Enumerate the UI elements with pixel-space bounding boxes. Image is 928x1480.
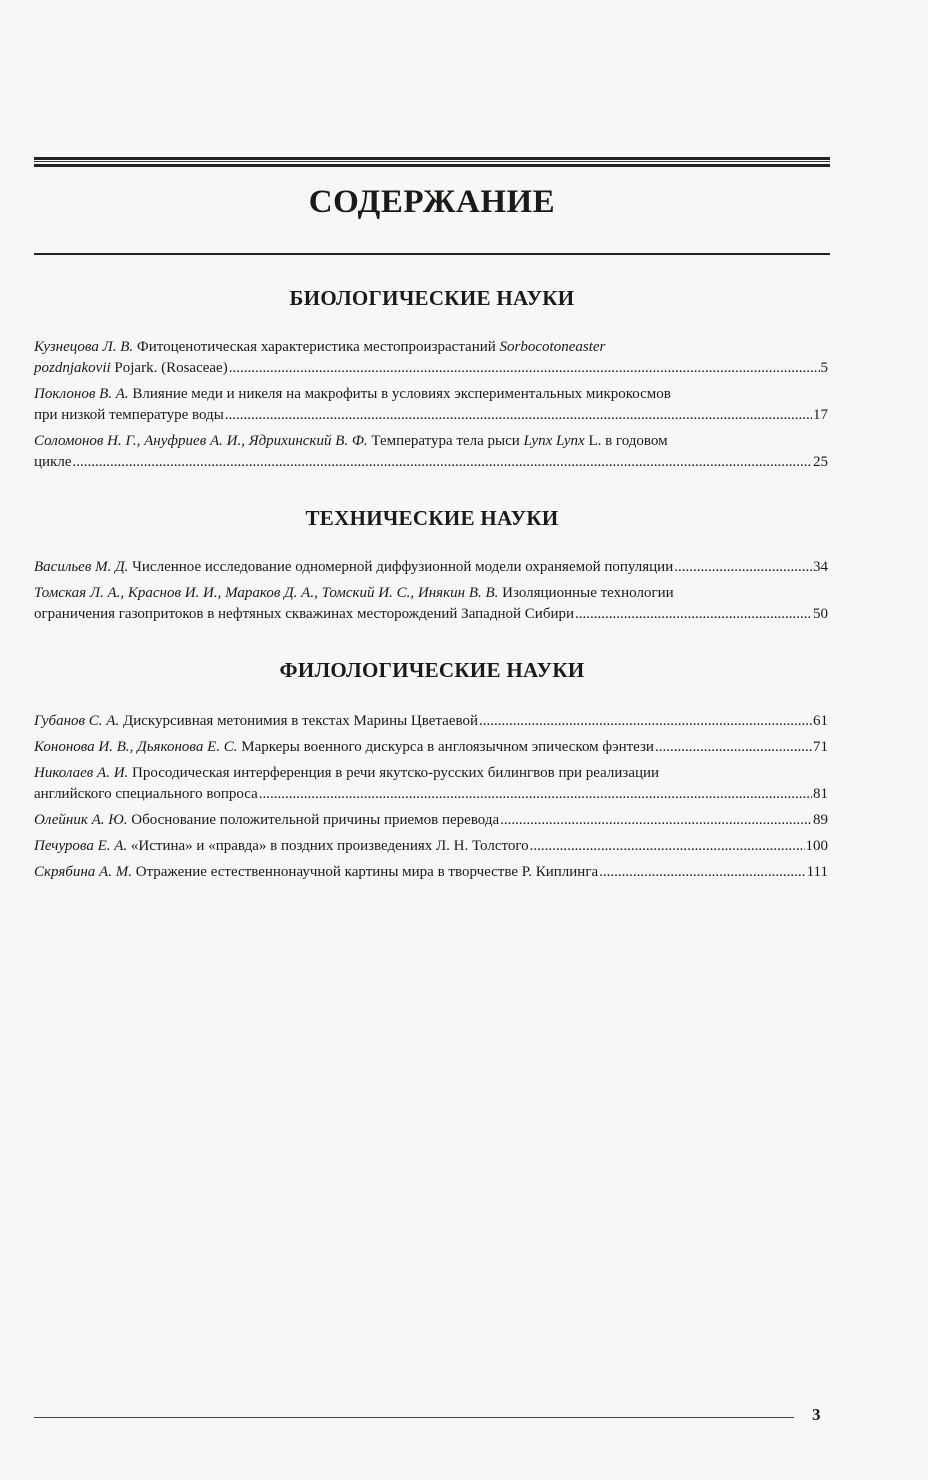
toc-entry[interactable] [34,763,828,805]
entry-title: английского специального вопроса [34,786,258,802]
leader-dots [655,737,812,758]
entry-title-latin: pozdnjakovii [34,360,111,376]
entry-title: Маркеры военного дискурса в англоязычном эпическом фэнтези [241,739,654,755]
entry-title: Обоснование положительной причины приемов перевода [131,812,500,828]
entry-authors: Губанов С. А. [34,713,120,729]
leader-dots [479,711,812,732]
leader-dots [674,557,812,578]
entry-title: Численное исследование одномерной диффузионной модели охраняемой популяции [132,559,674,575]
toc-entry[interactable] [34,711,828,732]
entry-title: «Истина» и «правда» в поздних произведениях Л. Н. Толстого [130,838,529,854]
entry-title: L. в годовом [588,433,668,449]
toc-entry[interactable] [34,836,828,857]
entry-title: Просодическая интерференция в речи якутско-русских билингвов при реализации [132,765,660,781]
toc-entry[interactable] [34,384,828,426]
leader-dots [259,784,812,805]
entry-page-number: 5 [820,360,828,376]
entry-title: Дискурсивная метонимия в текстах Марины Цветаевой [122,713,478,729]
section-heading-biology: БИОЛОГИЧЕСКИЕ НАУКИ [289,286,575,310]
entry-authors: Николаев А. И. [34,765,129,781]
leader-dots [500,810,812,831]
entry-title-latin: Sorbocotoneaster [499,339,606,355]
section-entries-philology [34,711,828,888]
leader-dots [530,836,805,857]
entry-authors: Олейник А. Ю. [34,812,128,828]
entry-page-number: 81 [813,786,828,802]
entry-title: Изоляционные технологии [502,585,674,601]
entry-title: ограничения газопритоков в нефтяных скважинах месторождений Западной Сибири [34,606,574,622]
entry-page-number: 61 [813,713,828,729]
footer-rule [34,1417,794,1418]
leader-dots [599,862,805,883]
entry-page-number: 25 [813,454,828,470]
entry-authors: Томская Л. А., Краснов И. И., Мараков Д. А., Томский И. С., Инякин В. В. [34,585,499,601]
section-entries-biology [34,337,828,478]
entry-authors: Соломонов Н. Г., Ануфриев А. И., Ядрихинский В. Ф. [34,433,368,449]
entry-authors: Васильев М. Д. [34,559,129,575]
entry-page-number: 17 [813,407,828,423]
entry-authors: Кузнецова Л. В. [34,339,134,355]
toc-entry[interactable] [34,583,828,625]
entry-authors: Поклонов В. А. [34,386,129,402]
page-title: СОДЕРЖАНИЕ [308,184,556,220]
entry-authors: Кононова И. В., Дьяконова Е. С. [34,739,238,755]
entry-title: Фитоценотическая характеристика местопроизрастаний [136,339,496,355]
entry-title-latin: Lynx Lynx [523,433,585,449]
section-heading-philology: ФИЛОЛОГИЧЕСКИЕ НАУКИ [279,658,585,682]
entry-page-number: 100 [805,838,828,854]
toc-entry[interactable] [34,337,828,379]
toc-entry[interactable] [34,737,828,758]
entry-page-number: 34 [813,559,828,575]
leader-dots [73,452,813,473]
entry-title: Pojark. (Rosaceae) [114,360,228,376]
entry-authors: Скрябина А. М. [34,864,132,880]
entry-title: Отражение естественнонаучной картины мира в творчестве Р. Киплинга [135,864,599,880]
toc-entry[interactable] [34,810,828,831]
entry-title: цикле [34,454,72,470]
entry-title: Влияние меди и никеля на макрофиты в условиях экспериментальных микрокосмов [132,386,671,402]
section-entries-technical [34,557,828,630]
entry-page-number: 111 [806,864,828,880]
leader-dots [225,405,812,426]
section-heading-technical: ТЕХНИЧЕСКИЕ НАУКИ [305,506,559,530]
entry-authors: Печурова Е. А. [34,838,128,854]
title-underline [34,253,830,255]
toc-entry[interactable] [34,431,828,473]
top-double-rule [34,157,830,167]
entry-page-number: 50 [813,606,828,622]
toc-entry[interactable] [34,557,828,578]
toc-entry[interactable] [34,862,828,883]
entry-page-number: 89 [813,812,828,828]
entry-page-number: 71 [813,739,828,755]
entry-title: Температура тела рыси [371,433,520,449]
leader-dots [229,358,820,379]
page-number: 3 [812,1405,821,1424]
entry-title: при низкой температуре воды [34,407,224,423]
leader-dots [575,604,812,625]
